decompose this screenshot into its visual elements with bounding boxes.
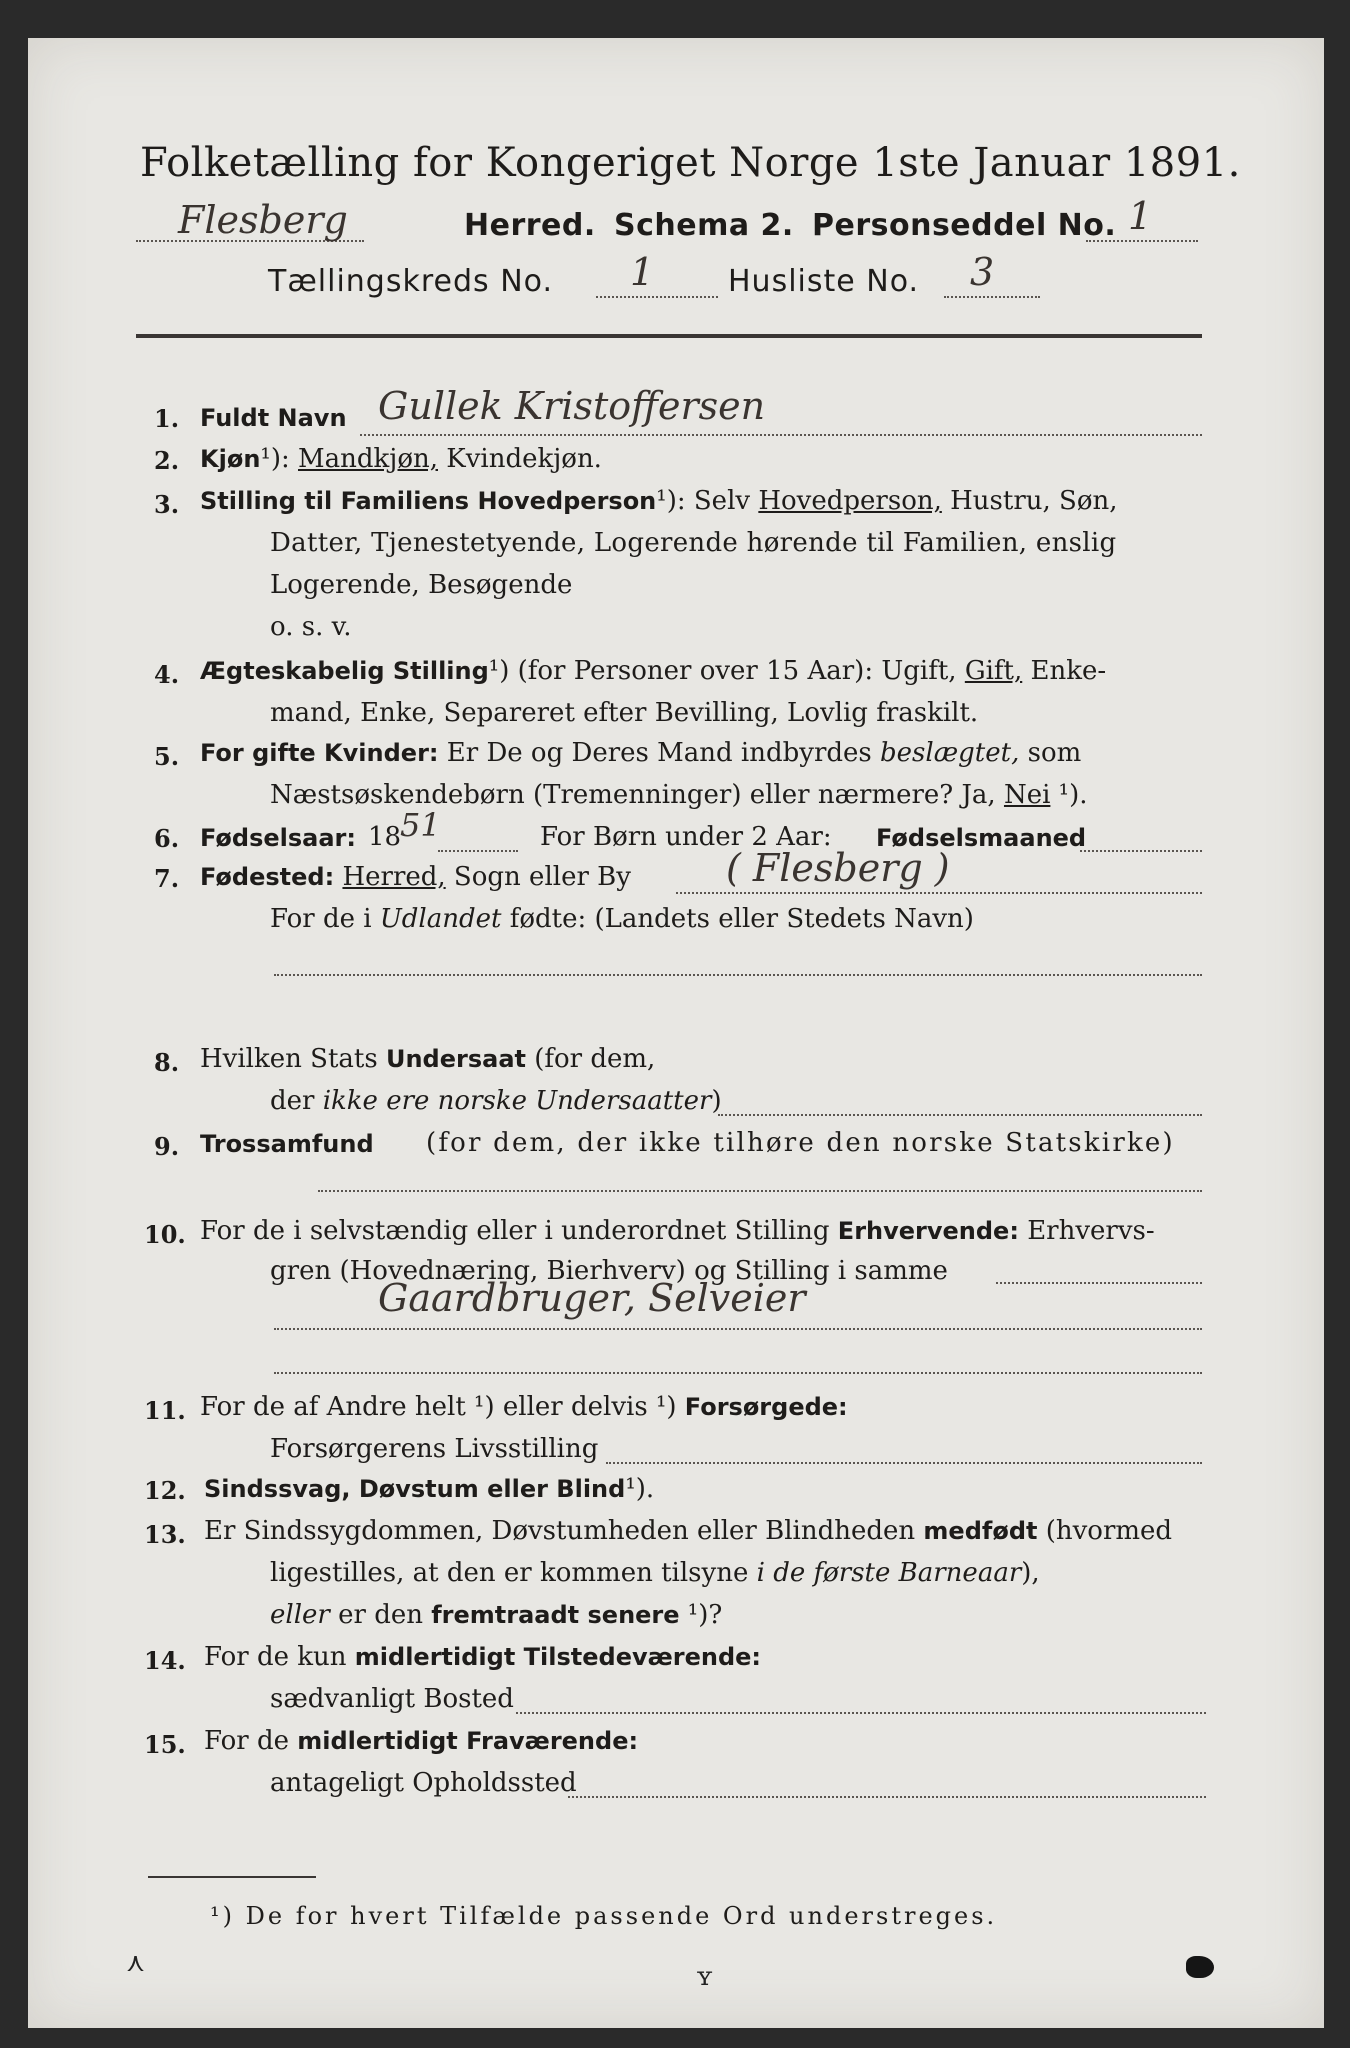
q7-number: 7. [154, 864, 180, 893]
q3-line2: Datter, Tjenestetyende, Logerende hørende til Familien, enslig [270, 528, 1117, 558]
q14-line1: For de kun midlertidigt Tilstedeværende: [204, 1642, 762, 1672]
q7-line2: For de i Udlandet fødte: (Landets eller Stedets Navn) [270, 904, 974, 934]
q15-line2: antageligt Opholdssted [270, 1768, 577, 1798]
husliste-value: 3 [970, 250, 995, 294]
q6-prefix: 18 [368, 822, 402, 852]
q13-number: 13. [144, 1520, 186, 1549]
q6-label: Fødselsaar: [200, 824, 356, 852]
form-title: Folketælling for Kongeriget Norge 1ste Januar 1891. [140, 140, 1241, 186]
q5-number: 5. [154, 742, 180, 771]
q8-number: 8. [154, 1048, 180, 1077]
q2-number: 2. [154, 446, 180, 475]
q14-dots [516, 1712, 1206, 1714]
q11-dots [606, 1462, 1202, 1464]
q10-dots2 [274, 1328, 1202, 1330]
q9-number: 9. [154, 1132, 180, 1161]
q7-line1: Fødested: Herred, Sogn eller By [200, 862, 631, 892]
q6-dots [1080, 850, 1202, 852]
q6-year-dots [438, 850, 518, 852]
q9-label: Trossamfund [200, 1130, 374, 1158]
footnote-rule [148, 1876, 316, 1878]
q14-number: 14. [144, 1646, 186, 1675]
q1-dots [360, 434, 1202, 436]
q10-line1: For de i selvstændig eller i underordnet Stilling Erhvervende: Erhvervs- [200, 1216, 1155, 1246]
kreds-dots [596, 296, 718, 298]
q10-dots3 [274, 1372, 1202, 1374]
q8-dots [718, 1114, 1202, 1116]
q6-value: 51 [400, 806, 441, 844]
q7-value: ( Flesberg ) [726, 846, 950, 890]
q6-number: 6. [154, 824, 180, 853]
q3-line1: Stilling til Familiens Hovedperson¹): Selv Hovedperson, Hustru, Søn, [200, 486, 1118, 516]
kreds-value: 1 [630, 250, 655, 294]
q13-line2: ligestilles, at den er kommen tilsyne i de første Barneaar), [270, 1558, 1040, 1588]
herred-label: Herred. [464, 208, 596, 243]
q5-line2: Næstsøskendebørn (Tremenninger) eller nærmere? Ja, Nei ¹). [270, 780, 1088, 810]
q10-number: 10. [144, 1220, 186, 1249]
q6-born-label: Fødselsmaaned [876, 824, 1087, 852]
q6-born-text: For Børn under 2 Aar: [540, 822, 832, 852]
q11-line2: Forsørgerens Livsstilling [270, 1434, 599, 1464]
q12-number: 12. [144, 1476, 186, 1505]
q1-label: Fuldt Navn [200, 404, 347, 432]
personseddel-value: 1 [1128, 194, 1153, 238]
q7-dots [676, 892, 1202, 894]
q7-blank-dots [274, 974, 1202, 976]
husliste-dots [944, 296, 1040, 298]
herred-value: Flesberg [178, 198, 348, 242]
paper-mark-left: ⋏ [126, 1948, 146, 1978]
census-form [28, 38, 1324, 2028]
q12-line: Sindssvag, Døvstum eller Blind¹). [204, 1474, 655, 1504]
q4-line1: Ægteskabelig Stilling¹) (for Personer over 15 Aar): Ugift, Gift, Enke- [200, 656, 1107, 686]
q13-line1: Er Sindssygdommen, Døvstumheden eller Blindheden medfødt (hvormed [204, 1516, 1173, 1546]
q10-dots1 [996, 1282, 1202, 1284]
personseddel-dots [1086, 240, 1198, 242]
paper-mark-center: ʏ [696, 1962, 714, 1992]
q5-line1: For gifte Kvinder: Er De og Deres Mand indbyrdes beslægtet, som [200, 738, 1082, 768]
q15-dots [568, 1796, 1206, 1798]
q11-number: 11. [144, 1396, 186, 1425]
q8-line1: Hvilken Stats Undersaat (for dem, [200, 1044, 656, 1074]
q9-text: (for dem, der ikke tilhøre den norske Statskirke) [426, 1128, 1175, 1158]
footnote: ¹) De for hvert Tilfælde passende Ord understreges. [210, 1902, 998, 1930]
q13-line3: eller er den fremtraadt senere ¹)? [270, 1600, 723, 1630]
paper-mark-right [1186, 1956, 1214, 1978]
q14-line2: sædvanligt Bosted [270, 1684, 514, 1714]
kreds-label: Tællingskreds No. [268, 264, 553, 299]
schema-label: Schema 2. [614, 208, 794, 243]
q2-line: Kjøn¹): Mandkjøn, Kvindekjøn. [200, 444, 602, 474]
husliste-label: Husliste No. [728, 264, 920, 299]
q15-line1: For de midlertidigt Fraværende: [204, 1726, 639, 1756]
q15-number: 15. [144, 1730, 186, 1759]
q10-line2: gren (Hovednæring, Bierhverv) og Stilling i samme [270, 1256, 948, 1286]
q8-line2: der ikke ere norske Undersaatter) [270, 1086, 722, 1116]
q3-number: 3. [154, 490, 180, 519]
q4-number: 4. [154, 660, 180, 689]
header-rule [136, 334, 1202, 338]
q4-line2: mand, Enke, Separeret efter Bevilling, Lovlig fraskilt. [270, 698, 979, 728]
q10-value: Gaardbruger, Selveier [378, 1276, 806, 1320]
personseddel-label: Personseddel No. [812, 208, 1117, 243]
q1-value: Gullek Kristoffersen [378, 384, 766, 428]
q11-line1: For de af Andre helt ¹) eller delvis ¹) Forsørgede: [200, 1392, 848, 1422]
q3-line4: o. s. v. [270, 612, 352, 642]
q3-line3: Logerende, Besøgende [270, 570, 573, 600]
q1-number: 1. [154, 404, 180, 433]
q9-dots [318, 1190, 1202, 1192]
